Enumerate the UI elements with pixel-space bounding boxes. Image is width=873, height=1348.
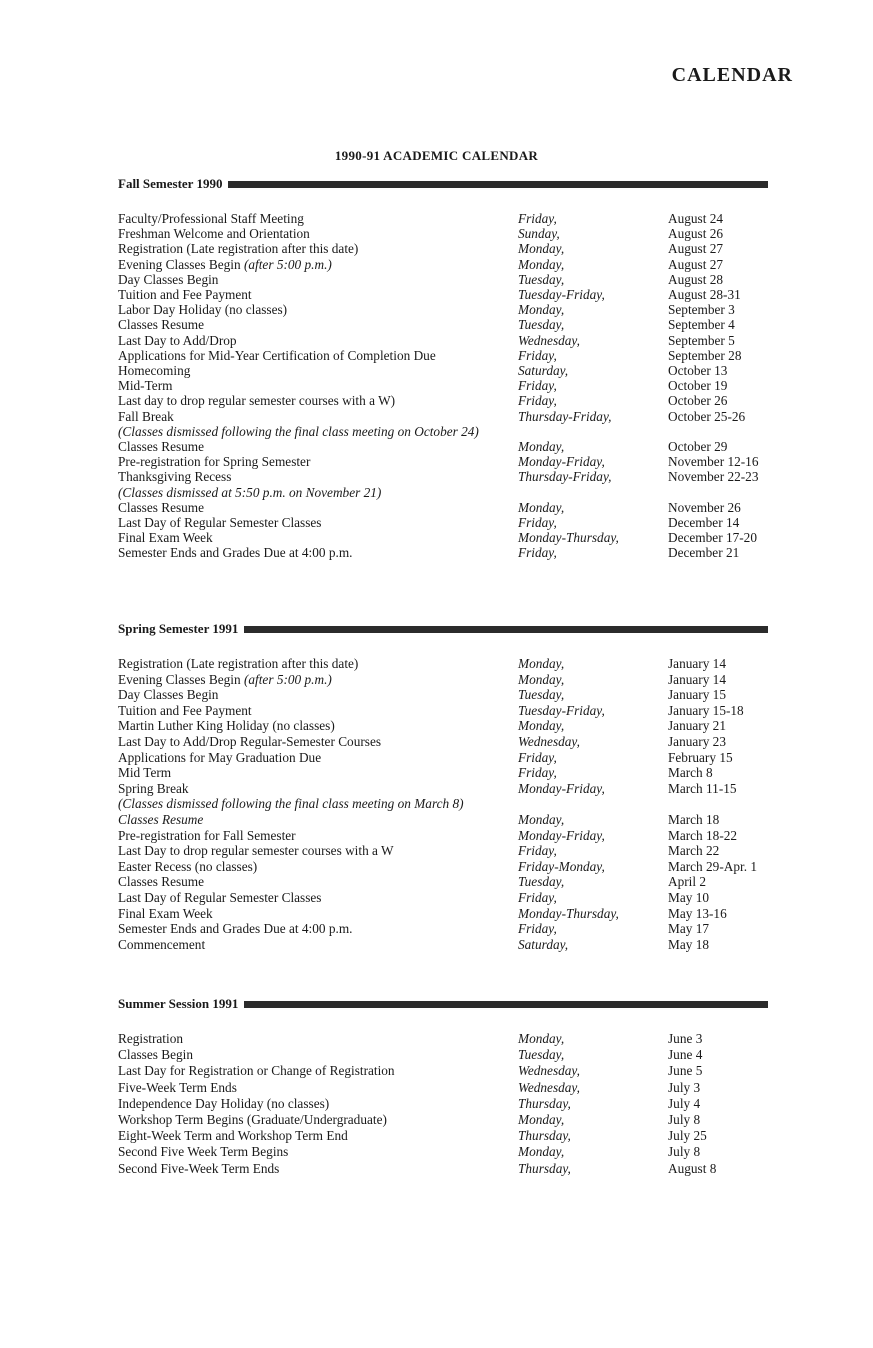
event-day: Monday, [518,499,565,515]
event-date: December 17-20 [668,530,757,546]
event-date: July 4 [668,1095,701,1111]
summer-rows [118,1031,768,1177]
calendar-row [118,241,768,256]
event-date: November 12-16 [668,454,759,470]
calendar-row [118,317,768,332]
calendar-row [118,378,768,393]
event-name [118,734,518,750]
event-day: Tuesday, [518,687,565,703]
event-name [118,317,518,332]
event-day: Monday, [518,1112,565,1128]
event-name [118,906,518,922]
event-label: Registration [118,1031,183,1046]
event-label: Registration (Late registration after this date) [118,241,359,257]
event-name [118,211,518,226]
event-day: Wednesday, [518,1063,580,1079]
event-date: August 28 [668,271,724,287]
event-date: July 3 [668,1079,701,1095]
calendar-row [118,333,768,348]
event-day: Monday, [518,256,565,272]
section-header [118,175,768,193]
event-date: October 29 [668,439,728,455]
event-day: Thursday, [518,1128,571,1144]
event-day: Thursday, [518,1160,571,1176]
event-name [118,545,518,560]
event-date: January 14 [668,656,726,671]
event-label: Last Day of Regular Semester Classes [118,515,322,531]
event-name [118,1047,518,1063]
event-date: August 27 [668,256,724,272]
event-time-note: (after 5:00 p.m.) [243,671,332,687]
event-label: Classes Resume [118,439,205,455]
event-name [118,272,518,287]
event-day: Monday, [518,718,565,734]
event-day: Tuesday, [518,271,565,287]
calendar-row [118,469,768,484]
event-day: Monday-Friday, [518,454,605,470]
event-date: March 18 [668,811,720,827]
event-day: Friday-Monday, [518,858,605,874]
event-name [118,287,518,302]
event-name [118,333,518,348]
event-date: June 3 [668,1031,703,1046]
calendar-row [118,545,768,560]
event-day: Friday, [518,378,557,394]
event-day: Tuesday-Friday, [518,287,605,303]
event-label: Eight-Week Term and Workshop Term End [118,1128,348,1144]
event-name [118,1063,518,1079]
calendar-row [118,672,768,688]
event-label: Classes Resume [118,317,205,333]
event-label: Last Day for Registration or Change of Registration [118,1063,395,1079]
fall-semester-section [118,175,768,561]
spring-rows [118,656,768,952]
event-label: Thanksgiving Recess [118,469,232,485]
event-date: December 14 [668,515,740,531]
event-label: Faculty/Professional Staff Meeting [118,211,304,226]
event-name [118,672,518,688]
event-date: October 25-26 [668,408,746,424]
calendar-row [118,1063,768,1079]
event-day: Friday, [518,211,557,226]
event-name [118,241,518,256]
event-day: Monday-Friday, [518,780,605,796]
event-label: Evening Classes Begin [118,256,241,272]
calendar-row [118,828,768,844]
event-day: Monday, [518,1144,565,1160]
event-time-note: (after 5:00 p.m.) [243,256,332,272]
event-date: January 21 [668,718,726,734]
spring-semester-section [118,620,768,952]
event-name [118,687,518,703]
event-date: September 28 [668,347,742,363]
event-name [118,1144,518,1160]
event-name [118,409,518,424]
calendar-row [118,500,768,515]
event-label: Applications for Mid-Year Certification of Completion Due [118,347,436,363]
event-name [118,656,518,672]
calendar-row [118,348,768,363]
calendar-row [118,734,768,750]
event-label: Day Classes Begin [118,271,219,287]
event-label: Tuition and Fee Payment [118,287,252,303]
calendar-row [118,874,768,890]
event-name [118,454,518,469]
calendar-row [118,302,768,317]
event-label: Last Day to Add/Drop Regular-Semester Courses [118,733,382,749]
calendar-row [118,703,768,719]
section-rule [244,626,768,633]
event-name [118,378,518,393]
event-date: December 21 [668,545,740,561]
section-title: Summer Session 1991 [118,996,239,1011]
calendar-row [118,287,768,302]
event-date: May 13-16 [668,905,727,921]
event-day: Wednesday, [518,733,580,749]
event-date: January 14 [668,671,726,687]
event-day: Sunday, [518,226,560,242]
calendar-row [118,687,768,703]
calendar-row [118,409,768,424]
calendar-row [118,1080,768,1096]
event-day: Monday, [518,241,565,257]
calendar-row [118,1096,768,1112]
event-name [118,874,518,890]
event-day: Friday, [518,889,557,905]
event-name [118,1128,518,1144]
event-day: Friday, [518,921,557,937]
event-name [118,500,518,515]
event-date: February 15 [668,749,733,765]
event-day: Monday, [518,302,565,318]
dismissal-note: (Classes dismissed following the final class meeting on March 8) [118,796,464,812]
calendar-row [118,781,768,797]
event-day: Friday, [518,749,557,765]
event-name [118,439,518,454]
fall-rows [118,211,768,561]
event-date: March 11-15 [668,780,737,796]
event-name [118,781,518,797]
event-date: August 28-31 [668,287,741,303]
event-name [118,302,518,317]
calendar-row [118,859,768,875]
summer-session-section [118,995,768,1177]
event-date: August 8 [668,1160,717,1176]
event-day: Saturday, [518,936,569,952]
calendar-row [118,890,768,906]
event-name [118,765,518,781]
event-day: Wednesday, [518,332,580,348]
calendar-row [118,1144,768,1160]
calendar-row [118,393,768,408]
event-date: September 3 [668,302,735,318]
event-label: Second Five-Week Term Ends [118,1160,280,1176]
dismissal-note: (Classes dismissed following the final class meeting on October 24) [118,423,479,439]
event-name [118,718,518,734]
event-day: Monday, [518,671,565,687]
section-title: Fall Semester 1990 [118,176,223,191]
event-date: July 8 [668,1112,701,1128]
event-label: Second Five Week Term Begins [118,1144,289,1160]
event-day: Tuesday, [518,317,565,333]
event-name [118,1080,518,1096]
event-day: Tuesday-Friday, [518,702,605,718]
event-date: January 15 [668,687,726,703]
event-day: Monday-Thursday, [518,905,619,921]
event-date: August 24 [668,211,724,226]
event-date: August 26 [668,226,724,242]
calendar-row [118,1047,768,1063]
event-name [118,750,518,766]
calendar-row [118,1161,768,1177]
event-name [118,890,518,906]
event-name [118,1031,518,1047]
event-label: Classes Resume [118,874,205,890]
event-date: November 26 [668,499,741,515]
event-day: Wednesday, [518,1079,580,1095]
event-day: Monday, [518,656,565,671]
event-day: Friday, [518,347,557,363]
event-day: Monday-Thursday, [518,530,619,546]
event-date: March 29-Apr. 1 [668,858,757,874]
calendar-row [118,656,768,672]
event-label: Five-Week Term Ends [118,1079,237,1095]
event-date: April 2 [668,874,707,890]
event-label: Classes Begin [118,1047,193,1063]
event-date: May 17 [668,921,709,937]
event-label: Freshman Welcome and Orientation [118,226,310,242]
event-day: Monday, [518,1031,565,1046]
event-date: September 5 [668,332,735,348]
event-name [118,703,518,719]
event-day: Saturday, [518,363,569,379]
calendar-row [118,515,768,530]
calendar-row [118,363,768,378]
event-name [118,828,518,844]
event-label: Spring Break [118,780,189,796]
event-name [118,921,518,937]
calendar-row [118,211,768,226]
event-day: Monday-Friday, [518,827,605,843]
event-date: March 18-22 [668,827,738,843]
event-label: Labor Day Holiday (no classes) [118,302,288,318]
calendar-row [118,906,768,922]
event-label: Evening Classes Begin [118,671,241,687]
event-label: Last Day to drop regular semester courses with a W [118,843,394,859]
event-name [118,812,518,828]
event-day: Friday, [518,765,557,781]
event-date: October 26 [668,393,728,409]
event-name [118,348,518,363]
calendar-row [118,843,768,859]
event-day: Thursday-Friday, [518,469,612,485]
calendar-row [118,454,768,469]
event-date: July 8 [668,1144,701,1160]
page-title: 1990-91 ACADEMIC CALENDAR [334,148,539,163]
event-day: Tuesday, [518,874,565,890]
event-name [118,363,518,378]
calendar-row [118,1031,768,1047]
event-name [118,515,518,530]
section-title: Spring Semester 1991 [118,621,239,636]
event-label: Day Classes Begin [118,687,219,703]
event-label: Last day to drop regular semester courses with a W) [118,393,396,409]
event-date: May 18 [668,936,709,952]
event-label: Classes Resume [118,499,205,515]
section-header [118,620,768,638]
section-rule [244,1001,768,1008]
event-date: January 23 [668,733,726,749]
calendar-row [118,937,768,953]
event-date: October 19 [668,378,728,394]
section-rule [228,181,768,188]
event-label: Pre-registration for Spring Semester [118,454,311,470]
event-day: Monday, [518,811,565,827]
event-name [118,859,518,875]
event-date: July 25 [668,1128,707,1144]
event-label: Homecoming [118,363,191,379]
event-label: Last Day of Regular Semester Classes [118,889,322,905]
calendar-row [118,439,768,454]
event-date: May 10 [668,889,709,905]
event-label: Martin Luther King Holiday (no classes) [118,718,335,734]
event-day: Thursday-Friday, [518,408,612,424]
event-label: Easter Recess (no classes) [118,858,258,874]
event-label: Pre-registration for Fall Semester [118,827,296,843]
event-label: Classes Resume [118,811,204,827]
event-date: November 22-23 [668,469,759,485]
event-name [118,393,518,408]
event-label: Mid-Term [118,378,173,394]
calendar-row [118,750,768,766]
event-label: Tuition and Fee Payment [118,702,252,718]
event-name [118,843,518,859]
event-date: August 27 [668,241,724,257]
event-label: Semester Ends and Grades Due at 4:00 p.m. [118,545,353,561]
page-header: CALENDAR [671,64,793,86]
event-label: Final Exam Week [118,530,213,546]
event-date: March 22 [668,843,720,859]
event-label: Final Exam Week [118,905,213,921]
calendar-row [118,812,768,828]
event-label: Mid Term [118,765,172,781]
event-name [118,530,518,545]
calendar-row [118,1112,768,1128]
dismissal-note: (Classes dismissed at 5:50 p.m. on November 21) [118,484,382,500]
event-label: Registration (Late registration after this date) [118,656,359,671]
event-label: Last Day to Add/Drop [118,332,237,348]
calendar-row [118,1128,768,1144]
event-name [118,1096,518,1112]
section-header [118,995,768,1013]
calendar-row [118,765,768,781]
event-label: Commencement [118,936,206,952]
calendar-row [118,921,768,937]
calendar-row [118,272,768,287]
event-day: Friday, [518,843,557,859]
event-day: Friday, [518,393,557,409]
event-label: Fall Break [118,408,174,424]
event-label: Workshop Term Begins (Graduate/Undergraduate) [118,1112,387,1128]
event-day: Friday, [518,515,557,531]
event-day: Tuesday, [518,1047,565,1063]
event-name [118,469,518,484]
calendar-row [118,530,768,545]
event-name [118,226,518,241]
event-day: Friday, [518,545,557,561]
event-date: September 4 [668,317,735,333]
event-date: June 4 [668,1047,703,1063]
event-day: Monday, [518,439,565,455]
event-name [118,1112,518,1128]
event-date: June 5 [668,1063,703,1079]
calendar-row [118,226,768,241]
event-day: Thursday, [518,1095,571,1111]
event-label: Independence Day Holiday (no classes) [118,1095,330,1111]
calendar-row [118,718,768,734]
event-name [118,1161,518,1177]
calendar-row [118,257,768,272]
event-name [118,937,518,953]
event-label: Semester Ends and Grades Due at 4:00 p.m. [118,921,353,937]
event-label: Applications for May Graduation Due [118,749,322,765]
event-date: October 13 [668,363,728,379]
event-name [118,257,518,272]
event-date: January 15-18 [668,702,744,718]
event-date: March 8 [668,765,713,781]
